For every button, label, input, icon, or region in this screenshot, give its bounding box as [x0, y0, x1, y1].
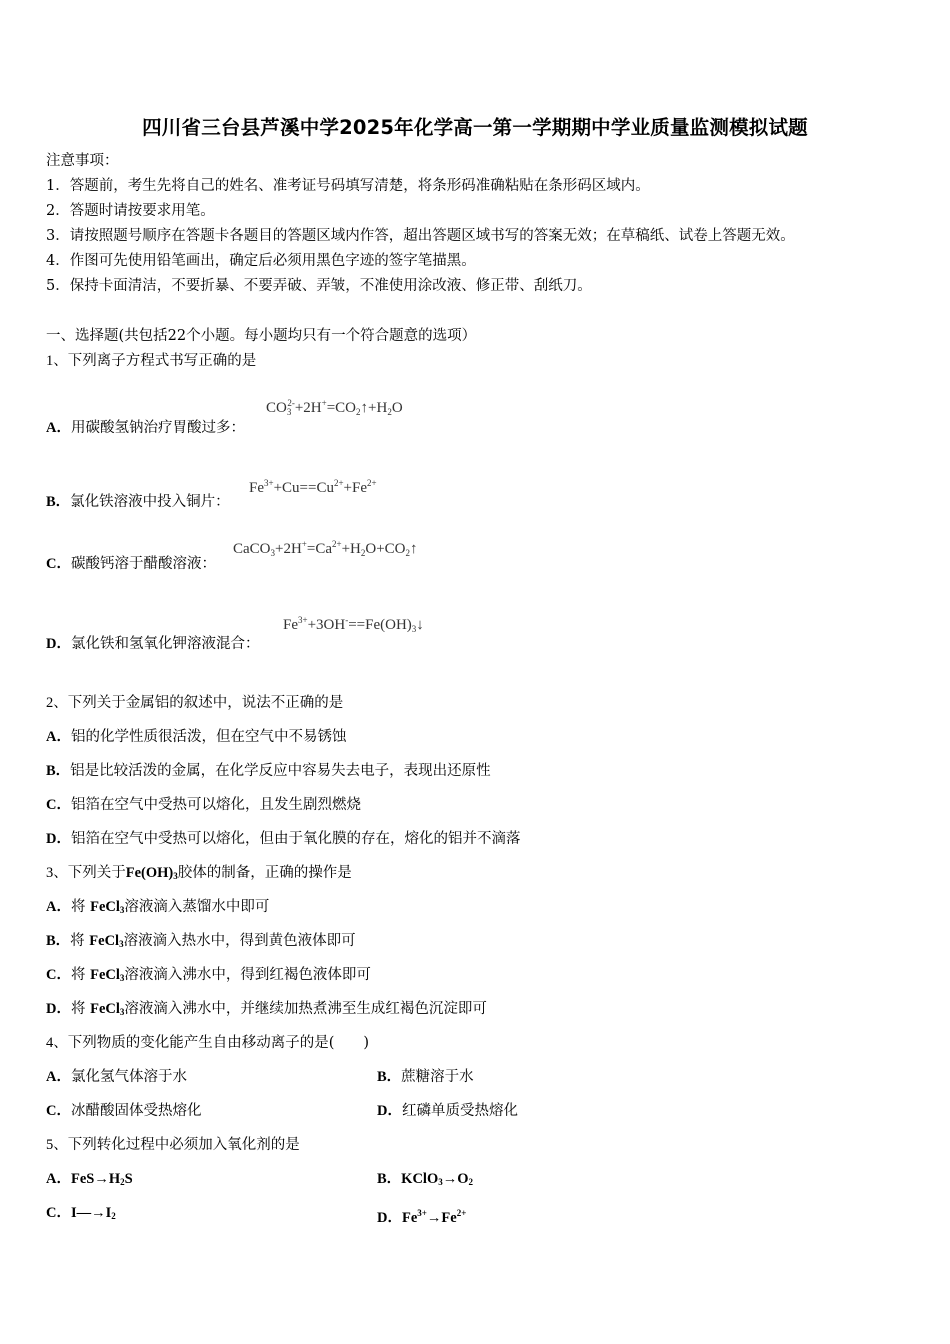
option-text: 氯化氢气体溶于水: [70, 1069, 187, 1085]
option-letter: A．: [46, 899, 71, 915]
chem-formula: Fe: [401, 1210, 418, 1226]
page-title: 四川省三台县芦溪中学2025年化学高一第一学期期中学业质量监测模拟试题: [142, 116, 808, 139]
notice-item: 4．作图可先使用铅笔画出，确定后必须用黑色字迹的签字笔描黑。: [46, 253, 476, 269]
formula-part: CaCO: [233, 541, 271, 557]
option-text: 蔗糖溶于水: [401, 1069, 474, 1085]
formula-part: +Fe: [343, 480, 368, 496]
formula-option-b: [249, 478, 377, 497]
formula-part: ↑+H: [360, 400, 388, 416]
question-text: 下列离子方程式书写正确的是: [67, 353, 257, 369]
option-text: 将: [70, 967, 86, 983]
chem-sub: 2: [120, 1177, 125, 1187]
chem-formula: FeCl: [89, 933, 120, 949]
chem-formula: S: [124, 1171, 133, 1187]
formula-sup: 2-: [287, 398, 295, 408]
question-1-stem: [46, 351, 256, 371]
question-text: 胶体的制备，正确的操作是: [177, 865, 352, 881]
option-letter: C．: [46, 797, 71, 813]
question-text: 下列转化过程中必须加入氧化剂的是: [67, 1137, 300, 1153]
formula-part: +2H: [275, 541, 302, 557]
formula-sup: 2+: [367, 478, 377, 488]
formula-option-a: [266, 398, 403, 417]
option-text: 用碳酸氢钠治疗胃酸过多：: [70, 420, 245, 436]
formula-part: +Cu==Cu: [273, 480, 334, 496]
formula-part: CO: [266, 400, 287, 416]
chem-formula: O: [457, 1171, 469, 1187]
formula-sup: 2+: [333, 478, 344, 488]
question-1-option-b: [46, 492, 230, 512]
question-4-option-c: [46, 1101, 201, 1121]
question-1-option-d: [46, 634, 259, 654]
question-3-option-c: [46, 965, 371, 988]
option-letter: A．: [46, 1069, 71, 1085]
notice-heading: 注意事项：: [46, 153, 119, 169]
question-5-option-c: [46, 1203, 116, 1226]
question-3-option-b: [46, 931, 356, 954]
formula-option-d: [283, 615, 424, 634]
option-letter: B．: [46, 763, 71, 779]
chem-sub: 3: [173, 871, 178, 881]
chem-formula: KClO: [401, 1171, 439, 1187]
formula-part: O: [391, 400, 403, 416]
chem-sup: —: [76, 1205, 92, 1221]
chem-sub: 3: [119, 939, 124, 949]
option-text: 溶液滴入沸水中，得到红褐色液体即可: [124, 967, 371, 983]
chem-formula: Fe(OH): [125, 865, 174, 881]
option-letter: B．: [377, 1069, 402, 1085]
chem-sub: 3: [119, 905, 125, 915]
option-text: 铝箔在空气中受热可以熔化，但由于氧化膜的存在，熔化的铝并不滴落: [70, 831, 521, 847]
chem-formula: FeS: [70, 1171, 95, 1187]
question-5-option-d: [377, 1203, 466, 1228]
option-letter: D．: [377, 1103, 402, 1119]
option-text: 将: [70, 899, 86, 915]
option-text: 将: [70, 1001, 86, 1017]
chem-formula: FeCl: [90, 1001, 120, 1017]
option-letter: D．: [46, 1001, 71, 1017]
chem-formula: I: [105, 1205, 112, 1221]
option-text: 铝是比较活泼的金属，在化学反应中容易失去电子，表现出还原性: [70, 763, 491, 779]
formula-part: O+CO: [365, 541, 406, 557]
option-text: 溶液滴入沸水中，并继续加热煮沸至生成红褐色沉淀即可: [124, 1001, 487, 1017]
question-4-option-a: [46, 1067, 187, 1087]
formula-part: +2H: [294, 400, 322, 416]
formula-part: Fe: [249, 480, 264, 496]
question-text: 下列关于: [67, 865, 126, 881]
option-letter: C．: [46, 1205, 71, 1221]
formula-sup: -: [345, 615, 349, 625]
notice-item: 1．答题前，考生先将自己的姓名、准考证号码填写清楚，将条形码准确粘贴在条形码区域内。: [46, 178, 650, 194]
question-4-option-d: [377, 1101, 518, 1121]
option-letter: A．: [46, 420, 71, 436]
chem-sup: 2+: [456, 1208, 467, 1218]
option-text: 溶液滴入蒸馏水中即可: [124, 899, 270, 915]
question-4-option-b: [377, 1067, 474, 1087]
section-heading: 一、选择题(共包括22个小题。每小题均只有一个符合题意的选项）: [46, 328, 477, 344]
option-letter: C．: [46, 556, 71, 572]
chem-sub: 3: [119, 973, 125, 983]
formula-sup: 3+: [298, 615, 308, 625]
formula-sub: 2: [356, 407, 361, 417]
formula-sub: 3: [411, 624, 417, 634]
question-3-option-d: [46, 999, 487, 1022]
formula-sub: 3: [270, 548, 275, 558]
option-letter: C．: [46, 1103, 71, 1119]
formula-part: =Ca: [306, 541, 332, 557]
chem-sub: 3: [438, 1177, 443, 1187]
chem-sup: 3+: [417, 1208, 427, 1218]
chem-formula: I: [70, 1205, 77, 1221]
question-number: 4、: [46, 1035, 68, 1051]
question-1-option-c: [46, 554, 216, 574]
question-1-option-a: [46, 418, 245, 438]
formula-sub: 3: [286, 407, 292, 417]
question-5-option-b: [377, 1169, 473, 1192]
option-letter: B．: [46, 494, 71, 510]
question-3-option-a: [46, 897, 269, 920]
formula-sup: 2+: [332, 539, 342, 549]
formula-sub: 2: [387, 407, 392, 417]
option-text: 溶液滴入热水中，得到黄色液体即可: [123, 933, 356, 949]
formula-part: +3OH: [307, 617, 346, 633]
question-text: 下列关于金属铝的叙述中，说法不正确的是: [67, 695, 344, 711]
formula-sub: 2: [405, 548, 411, 558]
chem-formula: FeCl: [90, 967, 120, 983]
chem-formula: FeCl: [90, 899, 120, 915]
question-4-stem: [46, 1033, 369, 1053]
formula-sub: 2: [360, 548, 366, 558]
option-letter: A．: [46, 1171, 71, 1187]
question-3-stem: [46, 863, 352, 886]
formula-part: ↑: [410, 541, 418, 557]
formula-part: ↓: [416, 617, 424, 633]
option-letter: C．: [46, 967, 71, 983]
chem-formula: H: [108, 1171, 121, 1187]
formula-part: Fe: [283, 617, 298, 633]
question-2-option-a: [46, 727, 346, 747]
chem-sub: 2: [111, 1211, 116, 1221]
formula-part: +H: [341, 541, 361, 557]
question-number: 1、: [46, 353, 68, 369]
arrow-icon: →: [91, 1205, 106, 1221]
option-text: 铝箔在空气中受热可以熔化，且发生剧烈燃烧: [70, 797, 361, 813]
option-letter: D．: [46, 636, 71, 652]
formula-option-c: [233, 539, 418, 558]
question-number: 2、: [46, 695, 68, 711]
option-letter: B．: [46, 933, 71, 949]
option-letter: D．: [46, 831, 71, 847]
option-letter: B．: [377, 1171, 402, 1187]
option-text: 氯化铁和氢氧化钾溶液混合：: [70, 636, 260, 652]
option-letter: A．: [46, 729, 71, 745]
notice-item: 5．保持卡面清洁，不要折暴、不要弄破、弄皱，不准使用涂改液、修正带、刮纸刀。: [46, 278, 592, 294]
arrow-icon: →: [94, 1171, 109, 1187]
notice-item: 3．请按照题号顺序在答题卡各题目的答题区域内作答，超出答题区域书写的答案无效；在草稿纸、试卷上答题无效。: [46, 228, 795, 244]
question-2-stem: [46, 693, 343, 713]
question-2-option-d: [46, 829, 520, 849]
question-2-option-c: [46, 795, 361, 815]
notice-item: 2．答题时请按要求用笔。: [46, 203, 215, 219]
option-text: 将: [70, 933, 85, 949]
formula-part: ==Fe(OH): [348, 617, 412, 633]
question-2-option-b: [46, 761, 491, 781]
question-5-stem: [46, 1135, 300, 1155]
option-text: 碳酸钙溶于醋酸溶液：: [70, 556, 216, 572]
chem-formula: Fe: [441, 1210, 457, 1226]
option-text: 红磷单质受热熔化: [401, 1103, 518, 1119]
formula-sup: 3+: [264, 478, 274, 488]
question-number: 5、: [46, 1137, 68, 1153]
formula-sup: +: [321, 398, 327, 408]
option-letter: D．: [377, 1210, 402, 1226]
arrow-icon: →: [426, 1210, 442, 1226]
arrow-icon: →: [442, 1171, 458, 1187]
chem-sub: 3: [119, 1007, 125, 1017]
question-5-option-a: [46, 1169, 133, 1192]
question-text: 下列物质的变化能产生自由移动离子的是( ): [67, 1035, 370, 1051]
formula-part: =CO: [326, 400, 357, 416]
option-text: 氯化铁溶液中投入铜片：: [70, 494, 230, 510]
option-text: 铝的化学性质很活泼，但在空气中不易锈蚀: [70, 729, 347, 745]
option-text: 冰醋酸固体受热熔化: [70, 1103, 202, 1119]
question-number: 3、: [46, 865, 68, 881]
chem-sub: 2: [468, 1177, 474, 1187]
formula-sup: +: [301, 539, 307, 549]
